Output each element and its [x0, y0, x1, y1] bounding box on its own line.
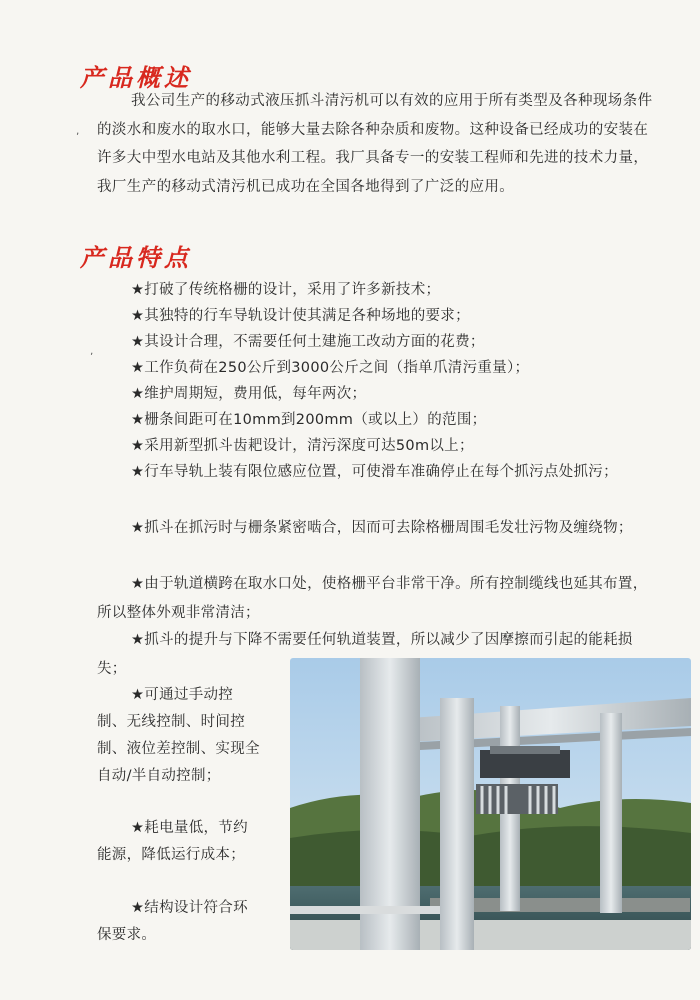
- feature-item: ★采用新型抓斗齿耙设计，清污深度可达50m以上；: [131, 438, 474, 454]
- trash-rake-machine-photo: [290, 658, 691, 950]
- overview-text: 我公司生产的移动式液压抓斗清污机可以有效的应用于所有类型及各种现场条件的淡水和废水的取水口，能够大量去除各种杂质和废物。这种设备已经成功的安装在许多大中型水电站及其他水利工程。我厂具备专一的安装工程师和先进的技术力量，我厂生产的移动式清污机已成功在全国各地得到了广泛的应用。: [97, 93, 653, 195]
- overview-heading: 产品概述: [80, 63, 192, 92]
- scan-speck: ʼ: [90, 352, 94, 363]
- feature-item: ★维护周期短，费用低，每年两次；: [131, 386, 367, 402]
- feature-item: ★结构设计符合环保要求。: [97, 900, 248, 943]
- overview-paragraph: [97, 87, 657, 201]
- feature-item: ★工作负荷在250公斤到3000公斤之间（指单爪清污重量）；: [131, 360, 530, 376]
- feature-item: ★行车导轨上装有限位感应位置，可使滑车准确停止在每个抓污点处抓污；: [131, 464, 618, 480]
- feature-item: ★抓斗的提升与下降不需要任何轨道装置，所以减少了因摩擦而引起的能耗损失；: [97, 632, 633, 677]
- feature-item: ★其设计合理，不需要任何土建施工改动方面的花费；: [131, 334, 485, 350]
- feature-item: ★耗电量低，节约能源，降低运行成本；: [97, 820, 248, 863]
- feature-item: ★栅条间距可在10mm到200mm（或以上）的范围；: [131, 412, 487, 428]
- scan-speck: ‚: [76, 126, 80, 137]
- feature-item: ★抓斗在抓污时与栅条紧密啮合，因而可去除格栅周围毛发壮污物及缠绕物；: [131, 520, 633, 536]
- features-heading: 产品特点: [80, 243, 192, 272]
- feature-item: ★其独特的行车导轨设计使其满足各种场地的要求；: [131, 308, 470, 324]
- feature-item: ★由于轨道横跨在取水口处，使格栅平台非常干净。所有控制缆线也延其布置，所以整体外观非常清洁；: [97, 576, 648, 621]
- feature-item: ★打破了传统格栅的设计，采用了许多新技术；: [131, 282, 441, 298]
- feature-item: ★可通过手动控制、无线控制、时间控制、液位差控制、实现全自动/半自动控制；: [97, 687, 260, 784]
